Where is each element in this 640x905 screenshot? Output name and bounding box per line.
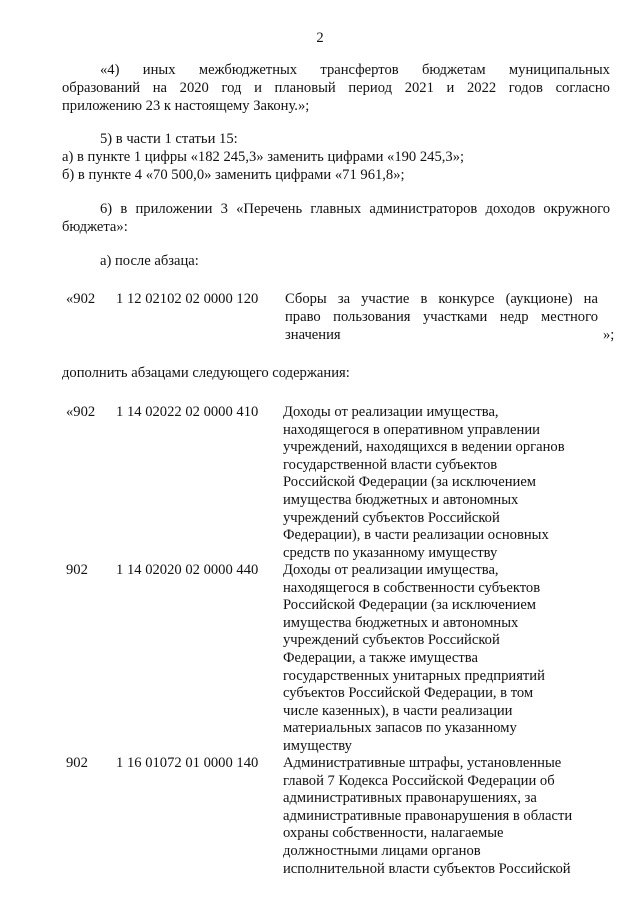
desc-line: находящегося в оперативном управлении (283, 421, 540, 438)
word: 2022 (466, 80, 497, 96)
row-description (283, 404, 601, 562)
desc-line: имущества бюджетных и автономных (283, 491, 519, 508)
word: год (221, 80, 242, 96)
para1-line2 (62, 80, 610, 98)
word: трансфертов (320, 62, 399, 78)
word: бюджетам (421, 62, 486, 78)
desc-line: главой 7 Кодекса Российской Федерации об (283, 772, 555, 789)
item5-b: б) в пункте 4 «70 500,0» заменить цифрами «71 961,8»; (62, 167, 405, 183)
desc-line: субъектов Российской Федерации, в том (283, 685, 534, 702)
supplement-text: дополнить абзацами следующего содержания: (62, 365, 350, 381)
desc-line: учреждений субъектов Российской (283, 509, 500, 526)
word: период (348, 80, 393, 96)
word: «4) (100, 62, 120, 78)
desc-line: Российской Федерации (за исключением (283, 474, 537, 491)
item6-line1 (62, 201, 610, 219)
word: плановый (274, 80, 336, 96)
item6-line2: бюджета»: (62, 219, 128, 235)
desc-line: находящегося в собственности субъектов (283, 579, 541, 596)
desc-line: административные правонарушения в области (283, 807, 573, 824)
word: участками (422, 309, 488, 325)
desc-line: охраны собственности, налагаемые (283, 825, 504, 842)
admin-code: 902 (66, 755, 88, 771)
para1-line1 (62, 62, 610, 80)
desc-line: учреждений, находящихся в ведении органов (283, 439, 565, 456)
desc-line (285, 291, 598, 309)
word: главных (310, 201, 362, 217)
word: на (583, 291, 598, 307)
desc-line: административных правонарушениях, за (283, 790, 537, 807)
para1-line3: приложению 23 к настоящему Закону.»; (62, 98, 310, 114)
desc-line: значения (285, 327, 341, 343)
desc-line: государственных унитарных предприятий (283, 667, 545, 684)
word: окружного (543, 201, 611, 217)
word: и (446, 80, 455, 96)
word: и (254, 80, 262, 96)
word: согласно (555, 80, 610, 96)
row-description (283, 562, 601, 756)
desc-line: должностными лицами органов (283, 842, 481, 859)
desc-line: материальных запасов по указанному (283, 720, 517, 737)
word: 2021 (404, 80, 434, 96)
row-description (283, 755, 601, 878)
kbk-code: 1 14 02022 02 0000 410 (116, 404, 259, 420)
desc-line: Федерации), в части реализации основных (283, 527, 549, 544)
word: иных (142, 62, 176, 78)
desc-line: Доходы от реализации имущества, (283, 562, 499, 578)
desc-line: имуществу (283, 737, 352, 754)
desc-line: Федерации, а также имущества (283, 649, 478, 666)
desc-line: исполнительной власти субъектов Российской (283, 860, 571, 877)
word: приложении (135, 201, 213, 217)
word: право (285, 309, 321, 325)
word: Сборы (285, 291, 327, 307)
word: в (420, 291, 428, 307)
page-number: 2 (316, 30, 324, 46)
desc-line: числе казенных), в части реализации (283, 702, 513, 719)
word: за (337, 291, 351, 307)
item-a-after: а) после абзаца: (100, 253, 199, 269)
desc-line: имущества бюджетных и автономных (283, 614, 519, 631)
word: 3 (220, 201, 228, 217)
word: «Перечень (236, 201, 303, 217)
word: 6) (100, 201, 113, 217)
admin-code: 902 (66, 562, 88, 578)
desc-line: Российской Федерации (за исключением (283, 597, 537, 614)
word: муниципальных (508, 62, 610, 78)
desc-line: учреждений субъектов Российской (283, 632, 500, 649)
kbk-code: 1 12 02102 02 0000 120 (116, 291, 259, 307)
desc-line: Доходы от реализации имущества, (283, 404, 499, 420)
word: администраторов (369, 201, 478, 217)
item5-a: а) в пункте 1 цифры «182 245,3» заменить цифрами «190 245,3»; (62, 149, 465, 165)
desc-line: Административные штрафы, установленные (283, 755, 562, 771)
word: недр (499, 309, 529, 325)
kbk-code: 1 14 02020 02 0000 440 (116, 562, 259, 578)
word: годов (508, 80, 543, 96)
word: местного (541, 309, 599, 325)
item5-heading: 5) в части 1 статьи 15: (100, 131, 238, 147)
word: межбюджетных (198, 62, 298, 78)
closing-quote: »; (603, 327, 615, 343)
word: на (152, 80, 168, 96)
word: образований (62, 80, 141, 96)
admin-code: «902 (66, 404, 96, 420)
desc-line: средств по указанному имуществу (283, 544, 498, 561)
word: участие (361, 291, 410, 307)
word: доходов (485, 201, 536, 217)
word: конкурсе (438, 291, 495, 307)
word: (аукционе) (505, 291, 573, 307)
admin-code: «902 (66, 291, 96, 307)
word: пользования (333, 309, 411, 325)
desc-line (285, 309, 598, 327)
kbk-code: 1 16 01072 01 0000 140 (116, 755, 259, 771)
word: 2020 (179, 80, 209, 96)
word: в (120, 201, 128, 217)
desc-line: государственной власти субъектов (283, 456, 498, 473)
